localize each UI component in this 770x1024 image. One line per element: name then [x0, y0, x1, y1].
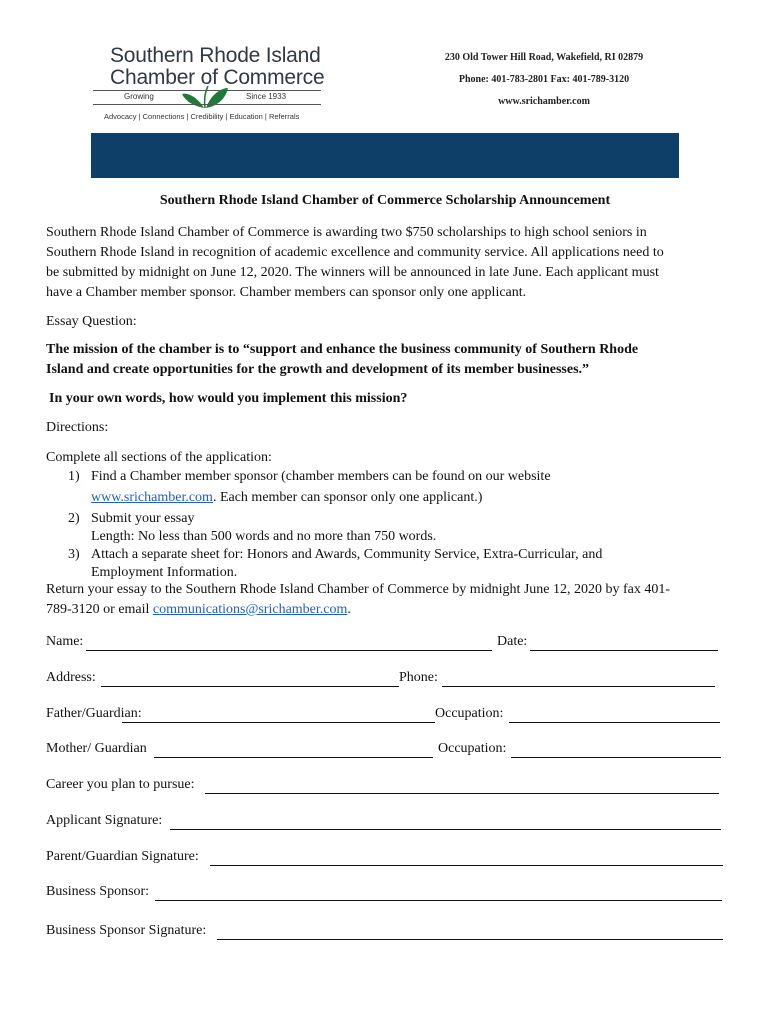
date-input-line[interactable]: [530, 650, 718, 651]
business-sponsor-line[interactable]: [155, 900, 722, 901]
intro-line: Southern Rhode Island in recognition of academic excellence and community service. All applications need to: [46, 245, 664, 260]
intro-paragraph: [46, 223, 726, 303]
leaf-logo-icon: [180, 84, 230, 110]
parent-signature-line[interactable]: [210, 865, 723, 866]
career-input-line[interactable]: [205, 793, 719, 794]
logo-growing: Growing: [124, 92, 154, 101]
sponsor-signature-label: Business Sponsor Signature:: [46, 923, 207, 938]
header-website: www.srichamber.com: [498, 96, 590, 107]
occupation-input-line-1[interactable]: [509, 722, 720, 723]
occupation-label-1: Occupation:: [435, 706, 504, 721]
essay-label: Essay Question:: [46, 314, 137, 329]
step-number: 1): [68, 469, 80, 484]
mother-input-line[interactable]: [154, 757, 433, 758]
step-text-rest: . Each member can sponsor only one applicant.): [212, 490, 483, 505]
step-text: Submit your essay: [91, 511, 195, 526]
directions-label: Directions:: [46, 420, 109, 435]
occupation-input-line-2[interactable]: [511, 757, 721, 758]
step-text-line2: Length: No less than 500 words and no more than 750 words.: [91, 529, 437, 544]
return-suffix: .: [347, 602, 351, 617]
logo-rule-bottom: [93, 104, 321, 105]
website-link[interactable]: www.srichamber.com: [91, 490, 213, 505]
return-line: [46, 600, 726, 620]
mother-label: Mother/ Guardian: [46, 741, 147, 756]
phone-input-line[interactable]: [442, 686, 715, 687]
complete-label: Complete all sections of the application:: [46, 450, 272, 465]
business-sponsor-label: Business Sponsor:: [46, 884, 150, 899]
header-phone: Phone: 401-783-2801 Fax: 401-789-3120: [458, 74, 630, 85]
page-title: Southern Rhode Island Chamber of Commerce Scholarship Announcement: [159, 193, 611, 208]
step-number: 3): [68, 547, 80, 562]
parent-signature-label: Parent/Guardian Signature:: [46, 849, 199, 864]
email-link[interactable]: communications@srichamber.com: [152, 602, 348, 617]
logo-since: Since 1933: [246, 92, 287, 101]
name-label: Name:: [46, 634, 84, 649]
essay-question: In your own words, how would you implement this mission?: [49, 391, 408, 406]
step-number: 2): [68, 511, 80, 526]
career-label: Career you plan to pursue:: [46, 777, 195, 792]
header-address: 230 Old Tower Hill Road, Wakefield, RI 02879: [444, 52, 644, 63]
step-text-line2: [91, 488, 731, 508]
father-label: Father/Guardian:: [46, 706, 142, 721]
intro-line: Southern Rhode Island Chamber of Commerce is awarding two $750 scholarships to high school seniors in: [46, 225, 647, 240]
intro-line: be submitted by midnight on June 12, 2020. The winners will be announced in late June. Each applicant must: [46, 265, 659, 280]
address-label: Address:: [46, 670, 96, 685]
applicant-signature-label: Applicant Signature:: [46, 813, 163, 828]
date-label: Date:: [497, 634, 528, 649]
applicant-signature-line[interactable]: [170, 829, 721, 830]
name-input-line[interactable]: [86, 650, 492, 651]
sponsor-signature-line[interactable]: [217, 939, 723, 940]
phone-label: Phone:: [399, 670, 438, 685]
return-prefix: 789-3120 or email: [46, 602, 153, 617]
mission-statement: [46, 340, 726, 380]
father-input-line[interactable]: [122, 722, 435, 723]
header-banner: [91, 133, 679, 178]
logo-org-line2: Chamber of Commerce: [110, 66, 325, 89]
step-text-line2: Employment Information.: [91, 565, 238, 580]
intro-line: have a Chamber member sponsor. Chamber members can sponsor only one applicant.: [46, 285, 527, 300]
step-text: Find a Chamber member sponsor (chamber members can be found on our website: [91, 469, 551, 484]
logo-org-line1: Southern Rhode Island: [110, 44, 321, 67]
return-line: Return your essay to the Southern Rhode Island Chamber of Commerce by midnight June 12, 2020 by fax 401-: [46, 582, 671, 597]
mission-line: The mission of the chamber is to “support and enhance the business community of Southern Rhode: [46, 342, 639, 357]
mission-line: Island and create opportunities for the growth and development of its member businesses.”: [46, 362, 590, 377]
address-input-line[interactable]: [101, 686, 399, 687]
step-text: Attach a separate sheet for: Honors and Awards, Community Service, Extra-Curricular, and: [91, 547, 603, 562]
return-instructions: [46, 580, 726, 620]
occupation-label-2: Occupation:: [438, 741, 507, 756]
logo-tagline: Advocacy | Connections | Credibility | Education | Referrals: [104, 112, 300, 121]
